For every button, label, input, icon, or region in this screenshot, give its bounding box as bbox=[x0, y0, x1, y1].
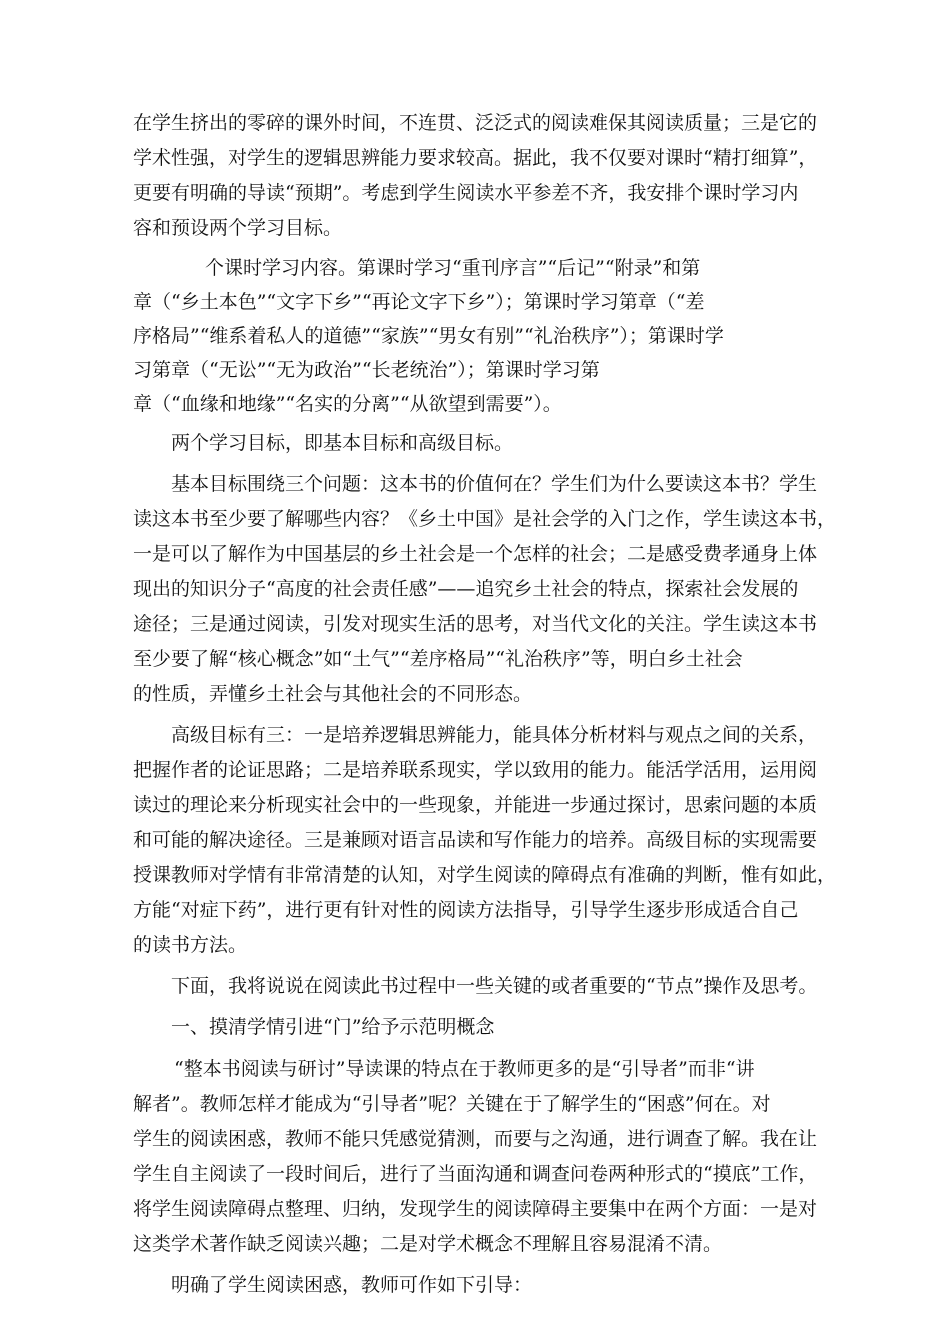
text-line: 学术性强，对学生的逻辑思辨能力要求较高。据此，我不仅要对课时“精打细算”， bbox=[133, 147, 818, 169]
text-line: 解者”。教师怎样才能成为“引导者”呢？关键在于了解学生的“困惑”何在。对 bbox=[133, 1093, 771, 1115]
text-line: “整本书阅读与研讨”导读课的特点在于教师更多的是“引导者”而非“讲 bbox=[174, 1058, 755, 1080]
text-line: 习第章（“无讼”“无为政治”“长老统治”）；第课时学习第 bbox=[133, 359, 600, 381]
text-line: 个课时学习内容。第课时学习“重刊序言”“后记”“附录”和第 bbox=[205, 257, 701, 279]
text-line: 和可能的解决途径。三是兼顾对语言品读和写作能力的培养。高级目标的实现需要 bbox=[133, 829, 818, 851]
text-line: 更要有明确的导读“预期”。考虑到学生阅读水平参差不齐，我安排个课时学习内 bbox=[133, 182, 799, 204]
text-line: 明确了学生阅读困惑，教师可作如下引导： bbox=[171, 1274, 533, 1296]
text-line: 现出的知识分子“高度的社会责任感”——追究乡土社会的特点，探索社会发展的 bbox=[133, 578, 799, 600]
text-line: 高级目标有三：一是培养逻辑思辨能力，能具体分析材料与观点之间的关系， bbox=[171, 724, 818, 746]
text-line: 把握作者的论证思路；二是培养联系现实，学以致用的能力。能活学活用，运用阅 bbox=[133, 759, 818, 781]
text-line: 序格局”“维系着私人的道德”“家族”“男女有别”“礼治秩序”）；第课时学 bbox=[133, 325, 724, 347]
text-line: 读过的理论来分析现实社会中的一些现象，并能进一步通过探讨，思索问题的本质 bbox=[133, 794, 818, 816]
text-line: 章（“乡土本色”“文字下乡”“再论文字下乡”）；第课时学习第章（“差 bbox=[133, 291, 705, 313]
text-line: 方能“对症下药”，进行更有针对性的阅读方法指导，引导学生逐步形成适合自己 bbox=[133, 899, 799, 921]
section-heading-text: 一、摸清学情引进“门”给予示范明概念 bbox=[171, 1016, 495, 1038]
text-line: 读这本书至少要了解哪些内容？《乡土中国》是社会学的入门之作，学生读这本书， bbox=[133, 508, 837, 530]
text-line: 基本目标围绕三个问题：这本书的价值何在？学生们为什么要读这本书？学生 bbox=[171, 473, 818, 495]
text-line: 一是可以了解作为中国基层的乡土社会是一个怎样的社会；二是感受费孝通身上体 bbox=[133, 543, 818, 565]
text-line: 学生自主阅读了一段时间后，进行了当面沟通和调查问卷两种形式的“摸底”工作， bbox=[133, 1163, 818, 1185]
text-line: 将学生阅读障碍点整理、归纳，发现学生的阅读障碍主要集中在两个方面：一是对 bbox=[133, 1198, 818, 1220]
text-line: 两个学习目标，即基本目标和高级目标。 bbox=[171, 432, 514, 454]
text-line: 的性质，弄懂乡土社会与其他社会的不同形态。 bbox=[133, 683, 533, 705]
text-line: 学生的阅读困惑，教师不能只凭感觉猜测，而要与之沟通，进行调查了解。我在让 bbox=[133, 1128, 818, 1150]
text-line: 在学生挤出的零碎的课外时间，不连贯、泛泛式的阅读难保其阅读质量；三是它的 bbox=[133, 112, 818, 134]
text-line: 至少要了解“核心概念”如“土气”“差序格局”“礼治秩序”等，明白乡土社会 bbox=[133, 648, 743, 670]
text-line: 授课教师对学情有非常清楚的认知，对学生阅读的障碍点有准确的判断，惟有如此， bbox=[133, 864, 837, 886]
text-line: 这类学术著作缺乏阅读兴趣；二是对学术概念不理解且容易混淆不清。 bbox=[133, 1233, 723, 1255]
text-line: 容和预设两个学习目标。 bbox=[133, 217, 343, 239]
text-line: 章（“血缘和地缘”“名实的分离”“从欲望到需要”）。 bbox=[133, 393, 562, 415]
text-line: 途径；三是通过阅读，引发对现实生活的思考，对当代文化的关注。学生读这本书 bbox=[133, 613, 818, 635]
text-line: 的读书方法。 bbox=[133, 934, 248, 956]
text-line: 下面，我将说说在阅读此书过程中一些关键的或者重要的“节点”操作及思考。 bbox=[171, 975, 818, 997]
